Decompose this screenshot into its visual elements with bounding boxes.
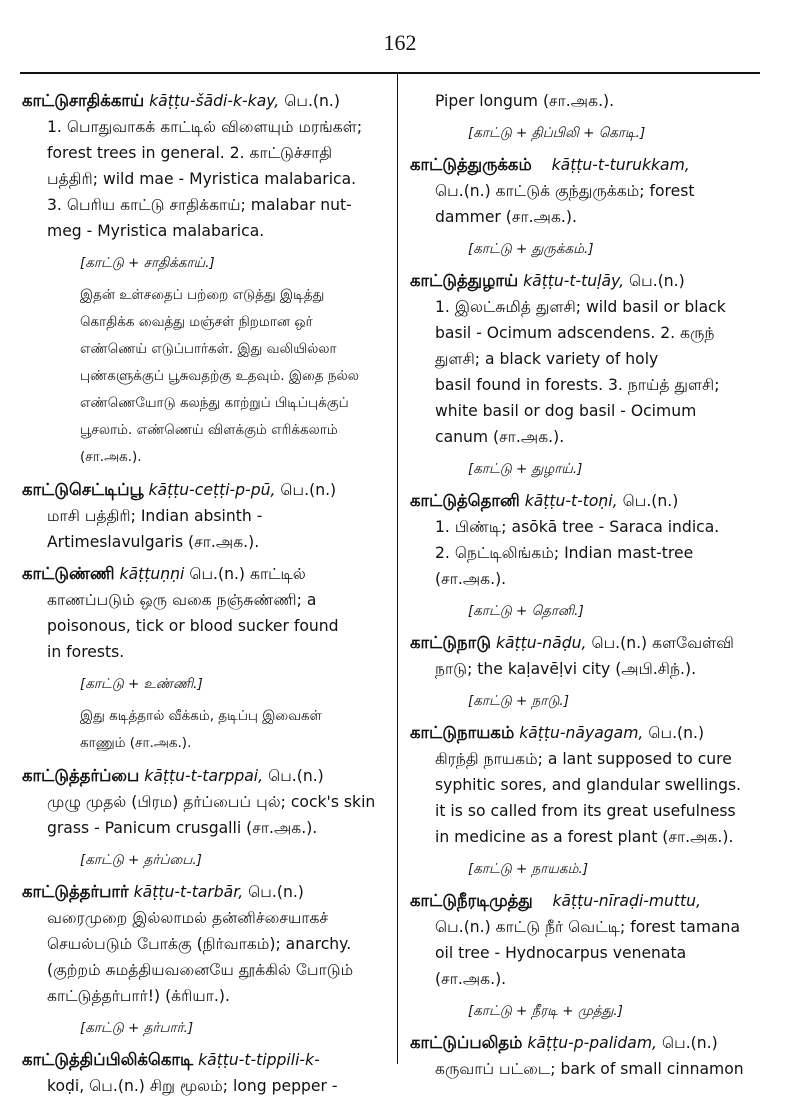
right-column — [410, 88, 772, 1088]
definition-line: 3. பெரிய காட்டு சாதிக்காய்; malabar nut- — [47, 196, 352, 214]
entry-headword: காட்டுசாதிக்காய் — [22, 91, 145, 110]
entry-headword: காட்டுநாடு — [410, 633, 491, 652]
definition-line: basil found in forests. 3. நாய்த் துளசி; — [435, 376, 720, 394]
definition-line: நாடு; the kaḷavēḷvi city (அபி.சிந்.). — [435, 660, 697, 678]
entry-headword: காட்டுத்துருக்கம் — [410, 155, 532, 174]
etymology: [காட்டு + நாடு.] — [468, 693, 569, 709]
definition-line: poisonous, tick or blood sucker found — [47, 617, 339, 635]
definition-line: கிரந்தி நாயகம்; a lant supposed to cure — [435, 750, 732, 768]
entry-headword: காட்டுத்தொனி — [410, 491, 520, 510]
definition-line: துளசி; a black variety of holy — [435, 350, 659, 368]
definition-line: it is so called from its great usefulness — [435, 802, 736, 820]
note-line: பூசலாம். எண்ணெய் விளக்கும் எரிக்கலாம் — [80, 422, 338, 438]
note-line: (சா.அக.). — [80, 449, 142, 465]
definition-line: (சா.அக.). — [435, 970, 507, 988]
dictionary-entry — [22, 477, 384, 555]
dictionary-entry — [410, 630, 772, 714]
etymology: [காட்டு + திப்பிலி + கொடி.] — [468, 125, 646, 141]
entry-transliteration: kāṭṭu-t-tarppai, — [144, 767, 264, 785]
definition-line: syphitic sores, and glandular swellings. — [435, 776, 742, 794]
entry-transliteration: kāṭṭu-t-tarbār, — [133, 883, 244, 901]
entry-headword: காட்டுநீரடிமுத்து — [410, 891, 533, 910]
note-line: எண்ணெயோடு கலந்து காற்றுப் பிடிப்புக்குப் — [80, 395, 349, 411]
left-column — [22, 88, 384, 1105]
entry-transliteration: kāṭṭu-ceṭṭi-p-pū, — [148, 481, 276, 499]
entry-headword: காட்டுத்திப்பிலிக்கொடி — [22, 1050, 194, 1069]
dictionary-entry — [22, 879, 384, 1041]
definition-line: பெ.(n.) காட்டுக் குந்துருக்கம்; forest — [435, 182, 695, 200]
entry-transliteration: kāṭṭu-šādi-k-kay, — [149, 92, 280, 110]
etymology: [காட்டு + தர்ப்பை.] — [80, 852, 202, 868]
etymology: [காட்டு + நீரடி + முத்து.] — [468, 1003, 623, 1019]
entry-pos: பெ.(n.) — [268, 767, 324, 785]
definition-line: கருவாப் பட்டை; bark of small cinnamon — [435, 1060, 744, 1078]
dictionary-entry — [22, 88, 384, 471]
definition-line: 1. பிண்டி; asōkā tree - Saraca indica. — [435, 518, 720, 536]
entry-headword: காட்டுநாயகம் — [410, 723, 515, 742]
note-line: எண்ணெய் எடுப்பார்கள். இது வலியில்லா — [80, 341, 337, 357]
definition-line: முழு முதல் (பிரம) தர்ப்பைப் புல்; cock's skin — [47, 793, 376, 811]
etymology: [காட்டு + நாயகம்.] — [468, 861, 588, 877]
entry-pos: பெ.(n.) — [248, 883, 304, 901]
note-line: இதன் உள்சதைப் பற்றை எடுத்து இடித்து — [80, 287, 325, 303]
entry-headword: காட்டுத்தர்பார் — [22, 882, 129, 901]
header-rule — [20, 72, 760, 74]
entry-headword: காட்டுத்துழாய் — [410, 271, 519, 290]
entry-headword: காட்டுண்ணி — [22, 564, 115, 583]
entry-headword: காட்டுசெட்டிப்பூ — [22, 480, 144, 499]
definition-line: grass - Panicum crusgalli (சா.அக.). — [47, 819, 318, 837]
definition-line: காணப்படும் ஒரு வகை நஞ்சுண்ணி; a — [47, 591, 317, 609]
entry-pos: பெ.(n.) — [661, 1034, 718, 1052]
note-line: இது கடித்தால் வீக்கம், தடிப்பு இவைகள் — [80, 708, 322, 724]
note-line: காணும் (சா.அக.). — [80, 735, 192, 751]
definition-line: in forests. — [47, 643, 125, 661]
entry-pos: பெ.(n.) — [648, 724, 705, 742]
column-divider — [397, 74, 398, 1064]
definition-line: செயல்படும் போக்கு (நிர்வாகம்); anarchy. — [47, 935, 352, 953]
note-line: புண்களுக்குப் பூசுவதற்கு உதவும். இதை நல்ல — [80, 368, 359, 384]
entry-transliteration: kāṭṭu-nīraḍi-muttu, — [552, 892, 701, 910]
definition-line: forest trees in general. 2. காட்டுச்சாதி — [47, 144, 333, 162]
etymology: [காட்டு + உண்ணி.] — [80, 676, 203, 692]
entry-transliteration: kāṭṭu-t-toṇi, — [524, 492, 618, 510]
entry-pos: பெ.(n.) காட்டில் — [189, 565, 306, 583]
definition-line: canum (சா.அக.). — [435, 428, 565, 446]
etymology: [காட்டு + துழாய்.] — [468, 461, 583, 477]
dictionary-entry — [22, 1047, 384, 1099]
definition-line: மாசி பத்திரி; Indian absinth - — [47, 507, 263, 525]
page-number: 162 — [383, 30, 417, 55]
entry-pos: பெ.(n.) — [629, 272, 685, 290]
definition-line: காட்டுத்தர்பார்!) (க்ரியா.). — [47, 987, 230, 1005]
definition-line: (சா.அக.). — [435, 570, 507, 588]
dictionary-entry — [22, 763, 384, 873]
entry-pos: பெ.(n.) — [280, 481, 337, 499]
dictionary-entry — [410, 488, 772, 624]
entry-headword: காட்டுத்தர்ப்பை — [22, 766, 140, 785]
etymology: [காட்டு + சாதிக்காய்.] — [80, 255, 215, 271]
dictionary-entry — [22, 561, 384, 757]
definition-line: 1. இலட்சுமித் துளசி; wild basil or black — [435, 298, 726, 316]
definition-line: oil tree - Hydnocarpus venenata — [435, 944, 687, 962]
definition-line: dammer (சா.அக.). — [435, 208, 577, 226]
entry-headword: காட்டுப்பலிதம் — [410, 1033, 523, 1052]
entry-transliteration: kāṭṭu-nāḍu, — [495, 634, 587, 652]
definition-line: koḍi, பெ.(n.) சிறு மூலம்; long pepper - — [47, 1077, 338, 1095]
dictionary-entry — [410, 152, 772, 262]
dictionary-entry — [410, 1030, 772, 1082]
entry-transliteration: kāṭṭu-p-palidam, — [527, 1034, 657, 1052]
definition-line: basil - Ocimum adscendens. 2. கருந் — [435, 324, 715, 342]
entry-pos: பெ.(n.) — [622, 492, 679, 510]
entry-pos: பெ.(n.) களவேள்வி — [591, 634, 734, 652]
definition-line: in medicine as a forest plant (சா.அக.). — [435, 828, 734, 846]
definition-line: meg - Myristica malabarica. — [47, 222, 265, 240]
etymology: [காட்டு + தொனி.] — [468, 603, 584, 619]
entry-pos: பெ.(n.) — [284, 92, 340, 110]
definition-line: பெ.(n.) காட்டு நீர் வெட்டி; forest tamana — [435, 918, 740, 936]
dictionary-entry-continued — [410, 88, 772, 146]
definition-line: Piper longum (சா.அக.). — [435, 92, 615, 110]
entry-transliteration: kāṭṭu-nāyagam, — [519, 724, 644, 742]
dictionary-entry — [410, 720, 772, 882]
definition-line: 1. பொதுவாகக் காட்டில் விளையும் மரங்கள்; — [47, 118, 363, 136]
etymology: [காட்டு + தர்பார்.] — [80, 1020, 194, 1036]
entry-transliteration: kāṭṭu-t-turukkam, — [551, 156, 690, 174]
definition-line: 2. நெட்டிலிங்கம்; Indian mast-tree — [435, 544, 694, 562]
etymology: [காட்டு + துருக்கம்.] — [468, 241, 594, 257]
note-line: கொதிக்க வைத்து மஞ்சள் நிறமான ஒர் — [80, 314, 313, 330]
definition-line: பத்திரி; wild mae - Myristica malabarica. — [47, 170, 357, 188]
entry-transliteration: kāṭṭu-t-tuḷāy, — [523, 272, 625, 290]
entry-transliteration: kāṭṭuṇṇi — [119, 565, 185, 583]
definition-line: (குற்றம் சுமத்தியவனையே தூக்கில் போடும் — [47, 961, 354, 979]
entry-transliteration: kāṭṭu-t-tippili-k- — [198, 1051, 320, 1069]
definition-line: white basil or dog basil - Ocimum — [435, 402, 697, 420]
dictionary-entry — [410, 268, 772, 482]
definition-line: Artimeslavulgaris (சா.அக.). — [47, 533, 260, 551]
definition-line: வரைமுறை இல்லாமல் தன்னிச்சையாகச் — [47, 909, 329, 927]
dictionary-entry — [410, 888, 772, 1024]
